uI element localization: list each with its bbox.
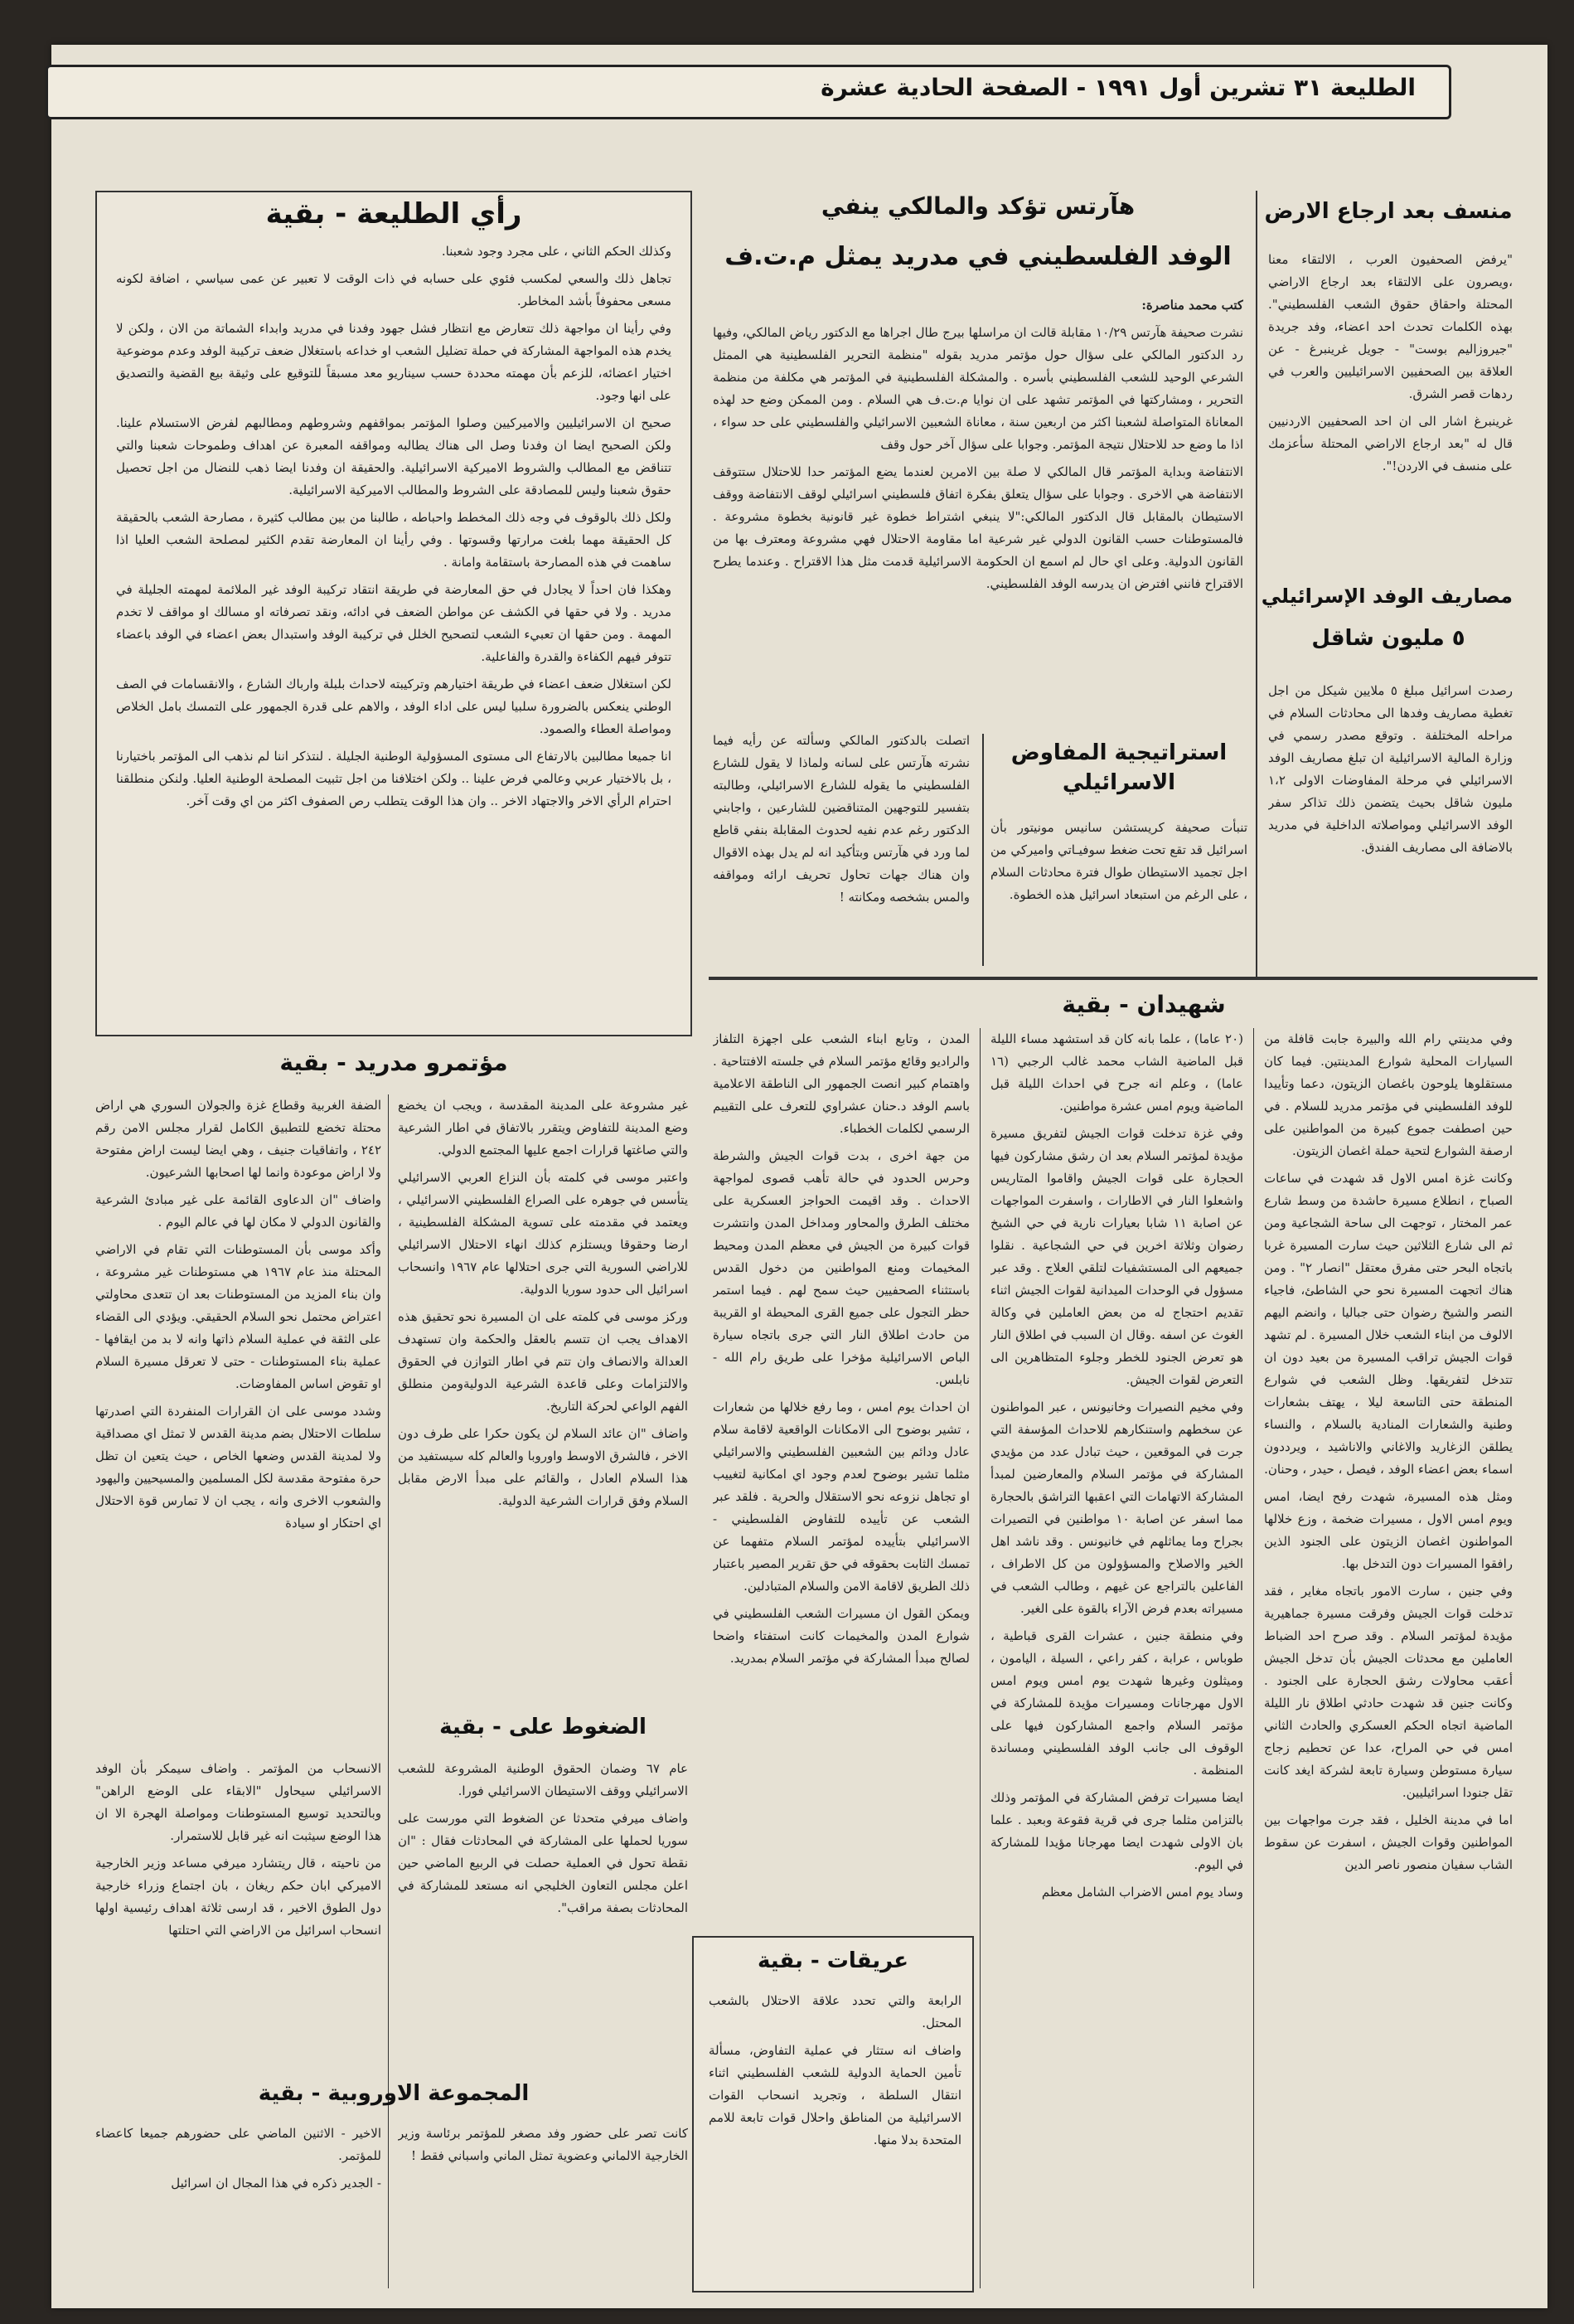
pressure-column-1 [398,1758,688,2073]
europe-headline: المجموعة الاوروبية - بقية [258,2081,530,2106]
expenses-body [1268,680,1513,970]
paragraph: غرينبرغ اشار الى ان احد الصحفيين الاردنيين قال له "بعد ارجاع الاراضي المحتلة سأعزمك على منسف في الاردن!". [1268,414,1513,473]
delegation-body [713,294,1243,725]
paragraph: وكذلك الحكم الثاني ، على مجرد وجود شعبنا. [441,244,671,259]
paragraph: وهكذا فان احداً لا يجادل في حق المعارضة في طريقة انتقاد تركيبة الوفد غير الملائمة لمهمته الجليلة في مدريد . ولا في حقها في الكشف عن مواطن الضعف في ادائه، ونقد تصرفاته او مسالك او مواقف لا تخدم المهمة . ومن حقها ان تعبيء الشعب لتصحيح الخلل في تركيبة الوفد واستبدال بعض اعضاء في الوفد باعضاء تتوفر فيهم الكفاءة والقدرة والفاعلية. [116,582,671,664]
paragraph: انا جميعا مطالبين بالارتفاع الى مستوى المسؤولية الوطنية الجليلة . لنتذكر اننا لم نذهب الى المؤتمر باختيارنا ، بل بالاختيار عربي وعالمي فرض علينا .. ولكن اختلافنا من اجل تثبيت المصلحة الوطنية العليا. ولنكن منطلقنا احترام الرأي الاخر والاجتهاد الاخر .. وان هذا الوقت يتطلب رص الصفوف اكثر من اي وقت آخر. [116,749,671,808]
paragraph: واضاف "ان الدعاوى القائمة على غير مبادئ الشرعية والقانون الدولي لا مكان لها في عالم اليوم . [95,1192,381,1230]
paragraph: وفي منطقة جنين ، عشرات القرى قباطية ، طوباس ، عرابة ، كفر راعي ، السيلة ، اليامون ، وميثلون وغيرها شهدت يوم امس ويوم امس الاول مهرجانات ومسيرات مؤيدة للمشاركة في مؤتمر السلام واجمع المشاركون فيها على الوقوف الى جانب الوفد الفلسطيني ومساندة المنظمة . [990,1628,1243,1778]
pressure-column-2 [95,1758,381,2073]
paragraph: وشدد موسى على ان القرارات المنفردة التي اصدرتها سلطات الاحتلال بضم مدينة القدس لا تمثل اي مصداقية ولا لمدينة القدس وضعها الخاص ، حيث يتعين ان تظل حرة مفتوحة مقدسة لكل المسلمين والمسيحيين واليهود والشعوب الاخرى وانه ، يجب ان لا تمارس قوة الاحتلال اي احتكار او سيادة [95,1404,381,1531]
europe-column-2 [95,2123,381,2288]
paragraph: المدن ، وتابع ابناء الشعب على اجهزة التلفاز والراديو وقائع مؤتمر السلام في جلسته الافتتاحية . واهتمام كبير انصت الجمهور الى الناطقة الاعلامية باسم الوفد د.حنان عشراوي للتعرف على التقييم الرسمي لكلمات الخطباء. [713,1031,970,1136]
conference-column-1 [398,1094,688,1708]
paragraph: وفي مدينتي رام الله والبيرة جابت قافلة من السيارات المحلية شوارع المدينتين. فيما كان مستقلوها يلوحون باغصان الزيتون، دعما وتأييدا للوفد الفلسطيني في مؤتمر مدريد للسلام . في حين اصطفت جموع كبيرة من المواطنين على ارصفة الشوارع لتحية حملة اغصان الزيتون. [1264,1031,1513,1158]
europe-column-1 [398,2123,688,2288]
column-divider [388,1094,389,2288]
strategy-headline-text: استراتيجية المفاوض الاسرائيلي [1010,740,1228,795]
martyrs-column-2 [990,1028,1243,2288]
paragraph: من ناحيته ، قال ريتشارد ميرفي مساعد وزير الخارجية الاميركي ابان حكم ريغان ، بان اجتماع وزراء خارجية دول الطوق الاخير ، قد ارسى ثلاثة اهداف رئيسية اولها انسحاب اسرائيل من الاراضي التي احتلتها [95,1856,381,1938]
paragraph: وفي مخيم النصيرات وخانيونس ، عبر المواطنون عن سخطهم واستنكارهم للاحداث المؤسفة التي جرت في الموقعين ، حيث تبادل عدد من مؤيدي المشاركة في مؤتمر السلام والمعارضين لمبدأ المشاركة الاتهامات التي اعقبها التراشق بالحجارة مما اسفر عن اصابة ١٠ مواطنين في التصيرات بجراح وما يماثلهم في خانيونس . وقد ناشد اهل الخير والاصلاح والمسؤولون من كل الاطراف ، الفاعلين بالتراجع عن غيهم ، وطالب الشعب في مسيراته بعدم فرض الآراء بالقوة على الغير. [990,1400,1243,1616]
delegation-body-continued [713,730,970,970]
paragraph: واضاف ميرفي متحدثا عن الضغوط التي مورست على سوريا لحملها على المشاركة في المحادثات فقال : "ان نقطة تحول في العملية حصلت في الربيع الماضي حين اعلن مجلس التعاون الخليجي انه مستعد للمشاركة في المحادثات بصفة مراقب". [398,1811,688,1915]
editorial-body [116,240,671,1028]
paragraph: ومثل هذه المسيرة، شهدت رفح ايضا، امس ويوم امس الاول ، مسيرات ضخمة ، وزع خلالها المواطنون اغصان الزيتون على الجنود الذين رافقوا المسيرات دون التدخل بها. [1264,1489,1513,1571]
paragraph: الانتفاضة وبداية المؤتمر قال المالكي لا صلة بين الامرين لعندما يضع المؤتمر حدا للاحتلال ستتوقف الانتفاضة هي الاخرى . وجوابا على سؤال يتعلق بفكرة اتفاق فلسطيني اسرائيلي لوقف الانتفاضة ووقف الاستيطان بالمقابل قال الدكتور المالكي:"لا ينبغي اشتراط خطوة غير قانونية بخطوة مشروعة . فالمستوطنات حسب القانون الدولي غير شرعية اما مقاومة الاحتلال فهي مشروعة ومعترف بها من القانون الدولية. وعلى اي حال لم اسمع ان الحكومة الاسرائيلية قدمت مثل هذا الاقتراح . وعندما يطرح الاقتراح فانني افترض ان يدرسه الوفد الفلسطيني. [713,464,1243,591]
martyrs-headline: شهيدان - بقية [1062,991,1226,1018]
strategy-divider [982,734,984,966]
section-divider [709,977,1538,980]
conference-headline: مؤتمرو مدريد - بقية [279,1049,508,1076]
masthead-title: الطليعة ٣١ تشرين أول ١٩٩١ - الصفحة الحادية عشرة [821,74,1416,101]
paragraph: وكانت غزة امس الاول قد شهدت في ساعات الصباح ، انطلاع مسيرة حاشدة من وسط شارع عمر المختار ، توجهت الى ساحة الشجاعية ومن ثم الى شارع الثلاثين حيث سارت المسيرة غربا باتجاه البحر حتى مفرق معتقل "انصار ٢" . ومن هناك اتجهت المسيرة نحو حي الشاطئ، فاجياء النصر والشيخ رضوان حتى جباليا ، وانضم اليهم الالوف من ابناء الشعب خلال المسيرة . لم تشهد قوات الجيش تراقب المسيرة من بعيد دون ان تتدخل لتفريقها. وظل الشعب في شوارع المنطقة حتى التاسعة ليلا ، يهتف بشعارات وطنية والشعارات المنادية بالسلام ، والنساء يطلقن الزغاريد والاغاني والاناشيد ، ويرددون اسماء بعض اعضاء الوفد ، فيصل ، حيدر ، وحنان. [1264,1171,1513,1477]
paragraph: ايضا مسيرات ترفض المشاركة في المؤتمر وذلك بالتزامن مثلما جرى في قرية فقوعة وبعبد . علما بان الاولى شهدت ايضا مهرجانا مؤيدا للمشاركة في اليوم. [990,1790,1243,1872]
paragraph: وفي غزة تدخلت قوات الجيش لتفريق مسيرة مؤيدة لمؤتمر السلام بعد ان رشق مشاركون فيها الحجارة على قوات الجيش واقاموا المتاريس واشعلوا النار في الاطارات ، واسفرت المواجهات عن اصابة ١١ شابا بعيارات نارية في حي الشيخ رضوان وثلاثة اخرين في حي الشجاعية . نقلوا جميعهم الى المستشفيات لتلقي العلاج . وقد عبر مسؤول في الوحدات الميدانية لقوات الجيش اثناء تقديم احتجاج له من بعض العاملين في وكالة الغوث عن اسفه .وقال ان السبب في اطلاق النار هو تعرض الجنود للخطر وجلوء المتظاهرين الى التعرض لقوات الجيش. [990,1126,1243,1387]
column-divider [980,1028,981,2288]
right-column-divider [1256,191,1257,978]
paragraph: الرابعة والتي تحدد علاقة الاحتلال بالشعب المحتل. [709,1993,961,2030]
expenses-headline: مصاريف الوفد الإسرائيلي [1261,585,1513,608]
paragraph: اتصلت بالدكتور المالكي وسألته عن رأيه فيما نشرته هآرتس على لسانه ولماذا لا يقول للشارع الفلسطيني ما يقوله للشارع الاسرائيلي، وطالبته بتفسير للتوجهين المتناقضين للشارعين ، واجابني الدكتور رغم عدم نفيه لحدوث المقابلة بنفي قاطع لما ورد في هآرتس وبتأكيد انه لم يدل بهذه الاقوال وان هناك جهات تحاول تحريف ارائه ومواقفه والمس بشخصه ومكانته ! [713,733,970,905]
strategy-headline [986,738,1252,798]
byline: كتب محمد مناصرة: [1141,298,1243,313]
jericho-body [709,1990,961,2284]
paragraph: وفي رأينا ان مواجهة ذلك تتعارض مع انتظار فشل جهود وفدنا في مدريد وابداء الشماتة من الان ، ولكن لا يخدم هذه المواجهة المشاركة في حملة تضليل الشعب او خداعه باستغلال ضعف تركيبة الوفد وعدم موضوعية اختيار اعضائه، للزعم بأن مهمته محددة حسب سيناريو معد مسبقاً للتوقيع على وثيقة بيع القضية والتصديق على انها وجود. [116,321,671,403]
paragraph: الانسحاب من المؤتمر . واضاف سيمكر بأن الوفد الاسرائيلي سيحاول "الابقاء على الوضع الراهن" وبالتحديد توسيع المستوطنات ومواصلة الهجرة الا ان هذا الوضع سيثبت انه غير قابل للاستمرار. [95,1761,381,1843]
paragraph: رصدت اسرائيل مبلغ ٥ ملايين شيكل من اجل تغطية مصاريف وفدها الى محادثات السلام في مراحله المختلفة . وتوقع مصدر رسمي في وزارة المالية الاسرائيلية ان تبلغ مصاريف الوفد الاسرائيلي في مرحلة المفاوضات الاولى ١،٢ مليون شاقل بحيث يتضمن ذلك تذاكر سفر الوفد الاسرائيلي ومواصلاته الداخلية في مدريد بالاضافة الى مصاريف الفندق. [1268,683,1513,855]
paragraph: تجاهل ذلك والسعي لمكسب فئوي على حسابه في ذات الوقت لا تعبير عن عمى سياسي ، اضافة لكونه مسعى محفوفاً بأشد المخاطر. [116,271,671,308]
paragraph: غير مشروعة على المدينة المقدسة ، ويجب ان يخضع وضع المدينة للتفاوض ويتقرر بالاتفاق في اطار الشرعية والتي صاغتها قرارات اجمع عليها المجتمع الدولي. [398,1098,688,1157]
paragraph: واضاف انه ستثار في عملية التفاوض، مسألة تأمين الحماية الدولية للشعب الفلسطيني اثناء انتقال السلطة ، وتجريد انسحاب القوات الاسرائيلية من المناطق واحلال قوات تابعة للامم المتحدة بدلا منها. [709,2043,961,2147]
paragraph: نشرت صحيفة هآرتس ١٠/٢٩ مقابلة قالت ان مراسلها بيرج طال اجراها مع الدكتور رياض المالكي، وفيها رد الدكتور المالكي على سؤال حول مؤتمر مدريد بقوله "منظمة التحرير الفلسطينية هي الممثل الشرعي الوحيد للشعب الفلسطيني بأسره . والمشكلة الفلسطينية في المؤتمر هي مكلفة من منظمة التحرير ، ومشاركتها في المؤتمر تشهد على ان نوايا م.ت.ف هي السلام . ومن الممكن وضع حد لهذه المعاناة المتواصلة لشعبنا اكثر من اربعين سنة ، معاناة الشعبين الاسرائيلي والفلسطيني على حد سواء ، اذا ما وضع حد للاحتلال نتيجة المؤتمر. وجوابا على سؤال آخر حول وقف [713,325,1243,452]
paragraph: من جهة اخرى ، بدت قوات الجيش والشرطة وحرس الحدود في حالة تأهب قصوى لمواجهة الاحداث . وقد اقيمت الحواجز العسكرية على مختلف الطرق والمحاور ومداخل المدن وانتشرت قوات كبيرة من الجيش في معظم المدن ومحيط المخيمات ومنع المواطنين من دخول القدس باستثناء الصحفيين حيث سمح لهم . فيما استمر حظر التجول على جميع القرى المحيطة او القريبة من حادث اطلاق النار التي جرى باتجاه سيارة الباص الاسرائيلية مؤخرا على طريق رام الله - نابلس. [713,1148,970,1387]
column-divider [1253,1028,1254,2288]
paragraph: تنبأت صحيفة كريستشن سانيس مونيتور بأن اسرائيل قد تقع تحت ضغط سوفيـاتي واميركي من اجل تجميد الاستيطان طوال فترة محادثات السلام ، على الرغم من استبعاد اسرائيل هذه الخطوة. [990,820,1247,902]
paragraph: - الجدير ذكره في هذا المجال ان اسرائيل [171,2176,381,2191]
delegation-headline: هآرتس تؤكد والمالكي ينفي [821,192,1136,220]
paragraph: واعتبر موسى في كلمته بأن النزاع العربي الاسرائيلي يتأسس في جوهره على الصراع الفلسطيني الاسرائيلي ، ويعتمد في مقدمته على تسوية المشكلة الفلسطينية ، ارضا وحقوقا ويستلزم كذلك انهاء الاحتلال الاسرائيلي للاراضي السورية التي جرى احتلالها عام ١٩٦٧ وانسحاب اسرائيل الى حدود سوريا الدولية. [398,1170,688,1297]
paragraph: اما في مدينة الخليل ، فقد جرت مواجهات بين المواطنين وقوات الجيش ، اسفرت عن سقوط الشاب سفيان منصور ناصر الدين [1264,1812,1513,1872]
paragraph: ان احداث يوم امس ، وما رفع خلالها من شعارات ، تشير بوضوح الى الامكانات الواقعية لاقامة سلام عادل ودائم بين الشعبين الفلسطيني والاسرائيلي مثلما تشير بوضوح لعدم وجود اي امكانية لتغييب او تجاهل نزوعه نحو الاستقلال والحرية . فلقد عبر الشعب عن تأييده للتفاوض الفلسطيني - الاسرائيلي بتأييده لمؤتمر السلام متفهما عن تمسك الثابت بحقوقه في حق تقرير المصير باعتبار ذلك الطريق لاقامة الامن والسلام المتبادلين. [713,1400,970,1594]
paragraph: وركز موسى في كلمته على ان المسيرة نحو تحقيق هذه الاهداف يجب ان تتسم بالعقل والحكمة وان تستهدف العدالة والانصاف وان تتم في اطار التوازن في الحقوق والالتزامات وعلى قاعدة الشرعية الدوليةومن منطلق الفهم الواعي لحركة التاريخ. [398,1309,688,1414]
expenses-subheadline: ٥ مليون شاقل [1311,626,1465,651]
paragraph: ولكل ذلك بالوقوف في وجه ذلك المخطط واحباطه ، طالبنا من بين مطالب كثيرة ، مصارحة الشعب بالحقيقة كل الحقيقة مهما بلغت مرارتها وقسوتها . وفي رأينا ان المعارضة تقدم الكثير لمصلحة الشعب العليا اذا ساهمت في هذه المصارحة باستقامة وامانة . [116,510,671,570]
editorial-headline: رأي الطليعة - بقية [265,197,522,230]
paragraph: الاخير - الاثنين الماضي على حضورهم جميعا كاعضاء للمؤتمر. [95,2126,381,2163]
paragraph: وساد يوم امس الاضراب الشامل معظم [1041,1885,1243,1899]
paragraph: واضاف "ان عائد السلام لن يكون حكرا على طرف دون الاخر ، فالشرق الاوسط واوروبا والعالم كله سيستفيد من هذا السلام العادل ، والقائم على مبدأ الارض مقابل السلام وفق قرارات الشرعية الدولية. [398,1426,688,1508]
strategy-body [990,817,1247,970]
paragraph: وفي جنين ، سارت الامور باتجاه مغاير ، فقد تدخلت قوات الجيش وفرقت مسيرة جماهيرية مؤيدة لمؤتمر السلام . وقد صرح احد الضباط العاملين مع محدثات الجيش بأن تدخل الجيش أعقب محاولات رشق الحجارة على الجنود . وكانت جنين قد شهدت حادثي اطلاق نار الليلة الماضية اتجاه الحكم العسكري والحادث الثاني امس في حي المراح، عدا عن تحطيم زجاج سيارة مستوطن وسيارة تابعة لشركة ايغد كانت تقل جنودا اسرائيليين. [1264,1584,1513,1800]
paragraph: "يرفض الصحفيون العرب ، الالتقاء معنا ،ويصرون على الالتقاء بعد ارجاع الاراضي المحتلة واحقاق حقوق الشعب الفلسطيني". بهذه الكلمات تحدث احد اعضاء، وفد جريدة "جيروزاليم بوست" - جويل غرينبرغ - عن العلاقة بين الصحفيين الاسرائيليين والعرب في ردهات قصر الشرق. [1268,252,1513,401]
pressure-headline-right: الضغوط على - بقية [439,1715,647,1739]
jericho-headline: عريقات - بقية [757,1948,909,1973]
paragraph: ويمكن القول ان مسيرات الشعب الفلسطيني في شوارع المدن والمخيمات كانت استفتاء واضحا لصالح مبدأ المشاركة في مؤتمر السلام بمدريد. [713,1606,970,1666]
mansaf-body [1268,249,1513,580]
martyrs-column-3 [713,1028,970,1957]
martyrs-column-1 [1264,1028,1513,2288]
paragraph: (٢٠ عاما) ، علما بانه كان قد استشهد مساء الليلة قبل الماضية الشاب محمد غالب الرجبي (١٦ عاما) ، وعلم انه جرح في احداث الليلة قبل الماضية ويوم امس عشرة مواطنين. [990,1031,1243,1113]
paragraph: لكن استغلال ضعف اعضاء في طريقة اختيارهم وتركيبته لاحداث بلبلة وارباك الشارع ، والانقسامات في الصف الوطني ينعكس بالضرورة سلبيا ليس على اداء الوفد ، والاهم على قدرة الجمهور على التمسك بامل الخلاص ومواصلة العطاء والصمود. [116,677,671,736]
paragraph: الضفة الغربية وقطاع غزة والجولان السوري هي اراض محتلة تخضع للتطبيق الكامل لقرار مجلس الامن رقم ٢٤٢ ، واتفاقيات جنيف ، وهي ايضا ليست اراض مفتوحة ولا اراض موعودة وانما لها اصحابها الشرعيون. [95,1098,381,1180]
paragraph: عام ٦٧ وضمان الحقوق الوطنية المشروعة للشعب الاسرائيلي ووقف الاستيطان الاسرائيلي فورا. [398,1761,688,1798]
paragraph: كانت تصر على حضور وفد مصغر للمؤتمر برئاسة وزير الخارجية الالماني وعضوية تمثل الماني واسباني فقط ! [398,2126,688,2163]
conference-column-2 [95,1094,381,1708]
mansaf-headline: منسف بعد ارجاع الارض [1264,199,1513,224]
paragraph: صحيح ان الاسرائيليين والاميركيين وصلوا المؤتمر بمواقفهم وشروطهم ومطالبهم لفرض الاستسلام علينا. ولكن الصحيح ايضا ان وفدنا وصل الى هناك يطالبه ومواقفه المعبرة عن اهداف وطموحات شعبنا والتي تتناقض مع المطالب والشروط الاميركية الاسرائيلية. والحقيقة ان وفدنا ايضا ذهب للنضال من اجل تحصيل حقوق شعبنا وليس للمصادقة على الشروط والمطالب الاميركية الاسرائيلية. [116,415,671,497]
paragraph: وأكد موسى بأن المستوطنات التي تقام في الاراضي المحتلة منذ عام ١٩٦٧ هي مستوطنات غير مشروعة ، وان بناء المزيد من المستوطنات بعد ان تتعدى محاولتي اعتراض محتمل نحو السلام الحقيقي. ويؤدي الى القضاء على الثقة في عملية السلام ذاتها وانه لا بد من ايقافها - عملية بناء المستوطنات - حتى لا تعرقل مسيرة السلام او تقوض اساس المفاوضات. [95,1242,381,1391]
masthead [46,65,1451,119]
delegation-subheadline: الوفد الفلسطيني في مدريد يمثل م.ت.ف [724,242,1232,271]
